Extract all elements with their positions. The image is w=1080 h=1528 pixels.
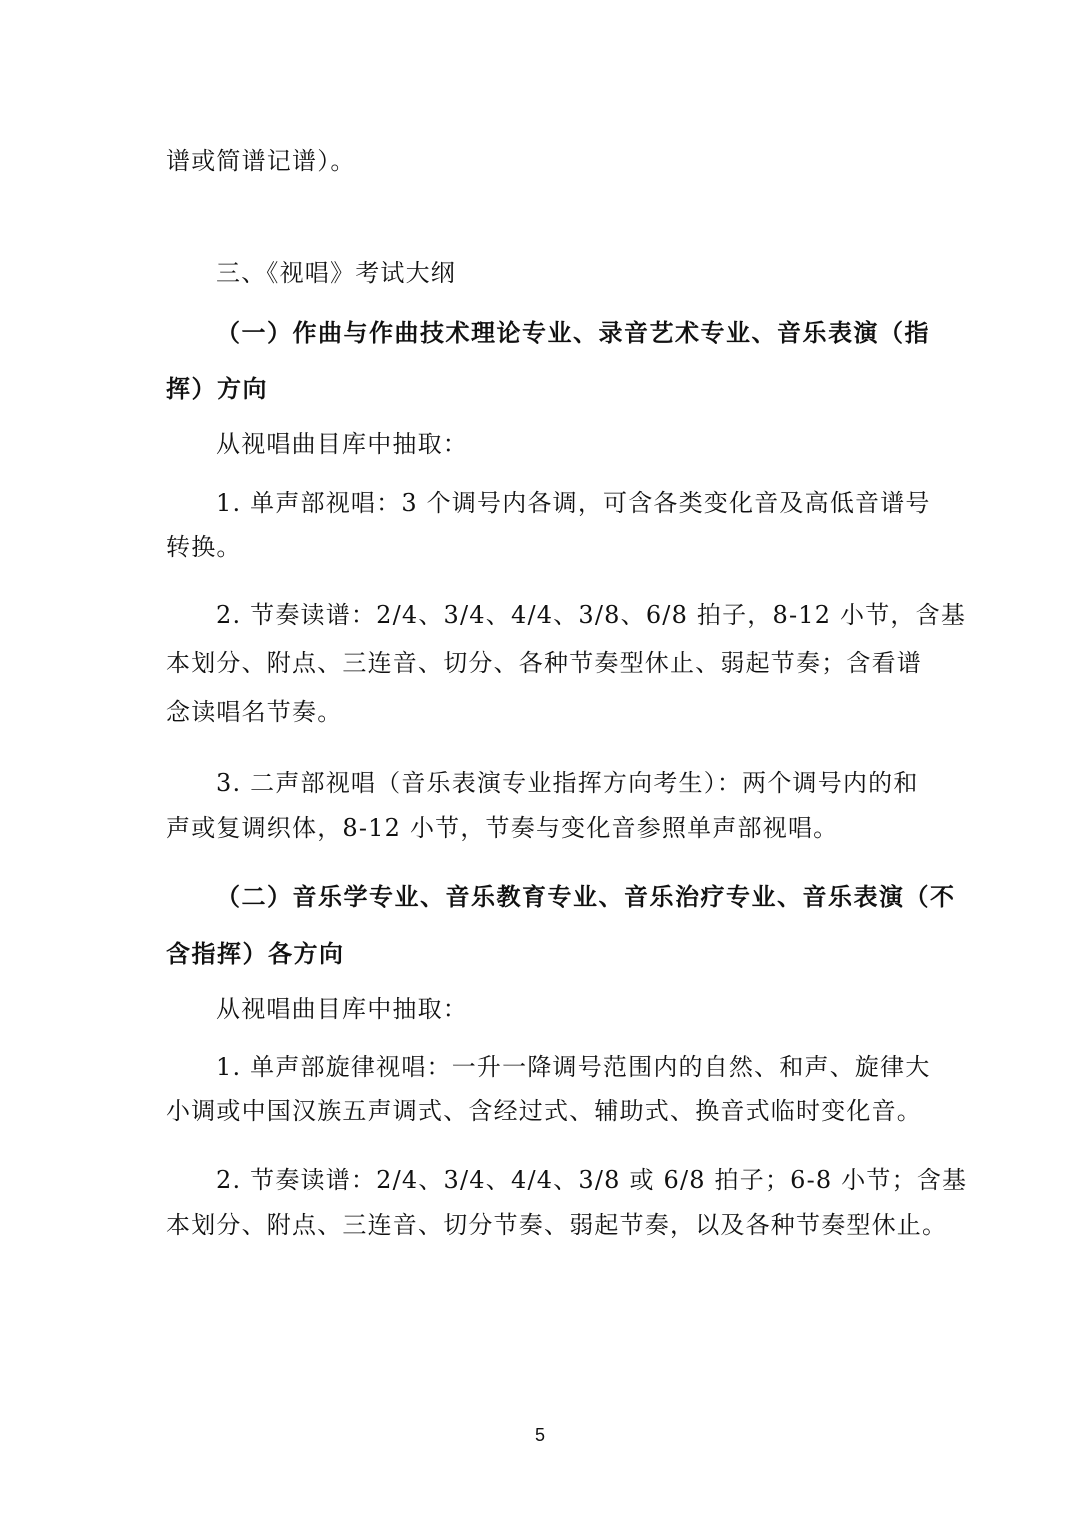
list-item-1-1: 1. 单声部视唱：3 个调号内各调，可含各类变化音及高低音谱号 (216, 489, 931, 517)
section-heading: 三、《视唱》考试大纲 (216, 259, 456, 287)
list-item-2-1-cont: 小调或中国汉族五声调式、含经过式、辅助式、换音式临时变化音。 (166, 1097, 922, 1125)
list-item-1-2-cont-a: 本划分、附点、三连音、切分、各种节奏型休止、弱起节奏；含看谱 (166, 649, 922, 677)
subsection-heading-2-cont: 含指挥）各方向 (166, 940, 345, 968)
list-item-2-1: 1. 单声部旋律视唱：一升一降调号范围内的自然、和声、旋律大 (216, 1053, 931, 1081)
paragraph-intro-2: 从视唱曲目库中抽取： (216, 995, 468, 1023)
list-item-1-2-cont-b: 念读唱名节奏。 (166, 698, 343, 726)
list-item-1-3: 3. 二声部视唱（音乐表演专业指挥方向考生）：两个调号内的和 (216, 769, 919, 797)
page-number: 5 (534, 1425, 545, 1445)
list-item-2-2-cont: 本划分、附点、三连音、切分节奏、弱起节奏，以及各种节奏型休止。 (166, 1211, 948, 1239)
subsection-heading-1: （一）作曲与作曲技术理论专业、录音艺术专业、音乐表演（指 (216, 319, 930, 347)
list-item-1-1-cont: 转换。 (166, 533, 242, 561)
list-item-2-2: 2. 节奏读谱：2/4、3/4、4/4、3/8 或 6/8 拍子；6-8 小节；含基 (216, 1166, 968, 1194)
paragraph-continuation: 谱或简谱记谱）。 (166, 147, 356, 175)
list-item-1-2: 2. 节奏读谱：2/4、3/4、4/4、3/8、6/8 拍子，8-12 小节，含基 (216, 601, 967, 629)
paragraph-intro-1: 从视唱曲目库中抽取： (216, 430, 468, 458)
subsection-heading-2: （二）音乐学专业、音乐教育专业、音乐治疗专业、音乐表演（不 (216, 883, 956, 911)
subsection-heading-1-cont: 挥）方向 (166, 375, 268, 403)
list-item-1-3-cont: 声或复调织体，8-12 小节，节奏与变化音参照单声部视唱。 (166, 814, 839, 842)
